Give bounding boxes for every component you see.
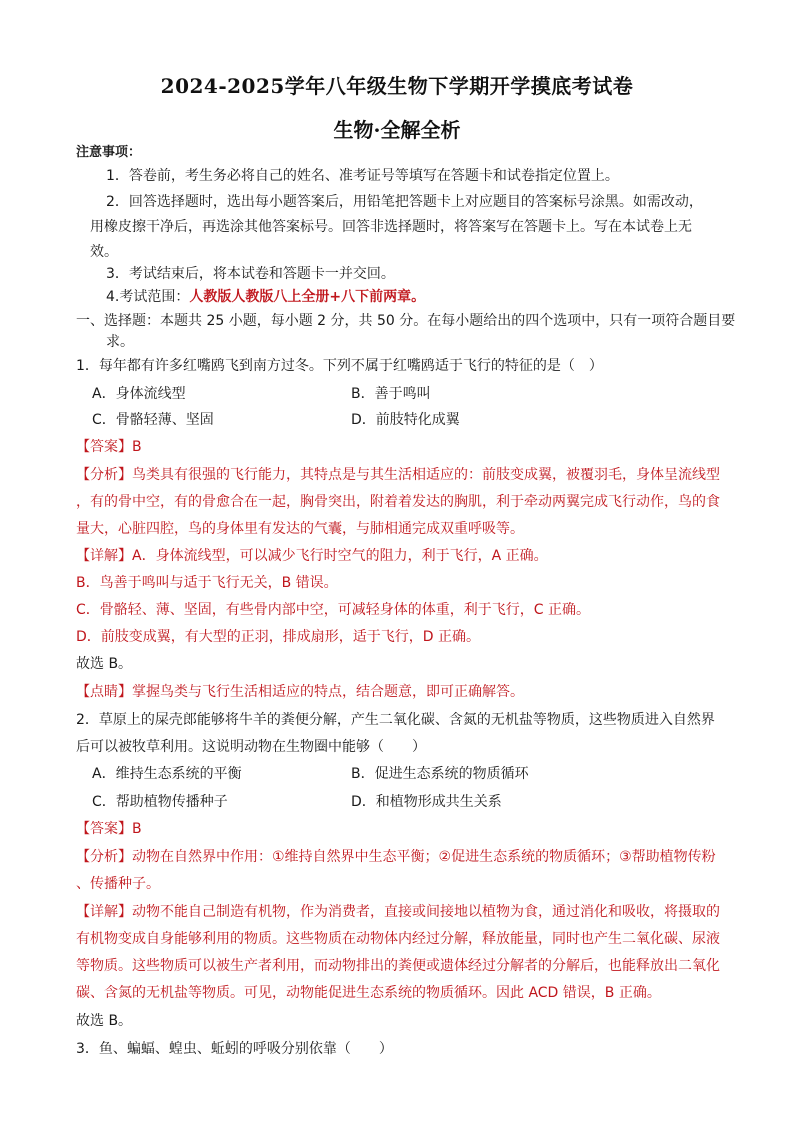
exam-subtitle: 生物·全解全析 — [333, 118, 461, 142]
exam-scope: 人教版人教版八上全册+八下前两章。 — [189, 289, 426, 305]
q2-detail-line-2: 有机物变成自身能够利用的物质。这些物质在动物体内经过分解，释放能量，同时也产生二氧化碳、尿液 — [76, 931, 720, 947]
notice-item-2-line-1: 2．回答选择题时，选出每小题答案后，用铅笔把答题卡上对应题目的答案标号涂黑。如需改动， — [106, 194, 703, 210]
q2-option-a: A．维持生态系统的平衡 — [92, 766, 242, 782]
notice-item-2-line-3: 效。 — [90, 244, 118, 260]
section-header-line-1: 一、选择题：本题共 25 小题，每小题 2 分，共 50 分。在每小题给出的四个选项中，只有一项符合题目要 — [76, 313, 736, 329]
q2-detail-line-1: 【详解】动物不能自己制造有机物，作为消费者，直接或间接地以植物为食，通过消化和吸收，将摄取的 — [76, 904, 720, 920]
q3-stem: 3．鱼、蝙蝠、蝗虫、蚯蚓的呼吸分别依靠（ ） — [76, 1041, 393, 1057]
q1-detail-line-1: 【详解】A．身体流线型，可以减少飞行时空气的阻力，利于飞行，A 正确。 — [76, 548, 548, 564]
q2-detail-line-3: 等物质。这些物质可以被生产者利用，而动物排出的粪便或遗体经过分解者的分解后，也能释放出二氧化 — [76, 958, 720, 974]
q1-option-c: C．骨骼轻薄、坚固 — [92, 412, 214, 428]
q1-choose: 故选 B。 — [76, 656, 133, 672]
notice-item-4 — [106, 288, 425, 306]
q2-answer: 【答案】B — [76, 821, 142, 837]
section-header-line-2: 求。 — [106, 334, 134, 350]
q2-choose: 故选 B。 — [76, 1013, 133, 1029]
q2-option-b: B．促进生态系统的物质循环 — [351, 766, 529, 782]
q1-answer: 【答案】B — [76, 439, 142, 455]
q2-analysis-line-2: 、传播种子。 — [76, 876, 160, 892]
q2-option-c: C．帮助植物传播种子 — [92, 794, 228, 810]
q1-stem: 1．每年都有许多红嘴鸥飞到南方过冬。下列不属于红嘴鸥适于飞行的特征的是（ ） — [76, 358, 603, 374]
notice-heading: 注意事项： — [76, 145, 142, 160]
notice-item-1: 1．答卷前，考生务必将自己的姓名、准考证号等填写在答题卡和试卷指定位置上。 — [106, 168, 619, 184]
q2-detail-line-4: 碳、含氮的无机盐等物质。可见，动物能促进生态系统的物质循环。因此 ACD 错误，B 正确。 — [76, 985, 661, 1001]
exam-title: 2024-2025学年八年级生物下学期开学摸底考试卷 — [160, 74, 634, 98]
q1-option-d: D．前肢特化成翼 — [351, 412, 460, 428]
q1-detail-line-2: B．鸟善于鸣叫与适于飞行无关，B 错误。 — [76, 575, 338, 591]
q2-analysis-line-1: 【分析】动物在自然界中作用：①维持自然界中生态平衡；②促进生态系统的物质循环；③帮助植物传粉 — [76, 849, 716, 865]
q1-detail-line-3: C．骨骼轻、薄、坚固，有些骨内部中空，可减轻身体的体重，利于飞行，C 正确。 — [76, 602, 590, 618]
q1-analysis-line-1: 【分析】鸟类具有很强的飞行能力，其特点是与其生活相适应的：前肢变成翼，被覆羽毛，身体呈流线型 — [76, 467, 720, 483]
q1-option-b: B．善于鸣叫 — [351, 386, 431, 402]
q2-option-d: D．和植物形成共生关系 — [351, 794, 502, 810]
notice-item-4-prefix: 4.考试范围： — [106, 289, 190, 305]
q1-tip: 【点睛】掌握鸟类与飞行生活相适应的特点，结合题意，即可正确解答。 — [76, 684, 524, 700]
notice-item-2-line-2: 用橡皮擦干净后，再选涂其他答案标号。回答非选择题时，将答案写在答题卡上。写在本试卷上无 — [90, 219, 692, 235]
q2-stem-line-2: 后可以被牧草利用。这说明动物在生物圈中能够（ ） — [76, 739, 426, 755]
q1-option-a: A．身体流线型 — [92, 386, 186, 402]
notice-item-3: 3．考试结束后，将本试卷和答题卡一并交回。 — [106, 266, 395, 282]
q1-analysis-line-2: ，有的骨中空，有的骨愈合在一起，胸骨突出，附着着发达的胸肌，利于牵动两翼完成飞行动作，鸟的食 — [76, 494, 720, 510]
q2-stem-line-1: 2．草原上的屎壳郎能够将牛羊的粪便分解，产生二氧化碳、含氮的无机盐等物质，这些物质进入自然界 — [76, 712, 715, 728]
q1-analysis-line-3: 量大，心脏四腔，鸟的身体里有发达的气囊，与肺相通完成双重呼吸等。 — [76, 521, 524, 537]
q1-detail-line-4: D．前肢变成翼，有大型的正羽，排成扇形，适于飞行，D 正确。 — [76, 629, 481, 645]
